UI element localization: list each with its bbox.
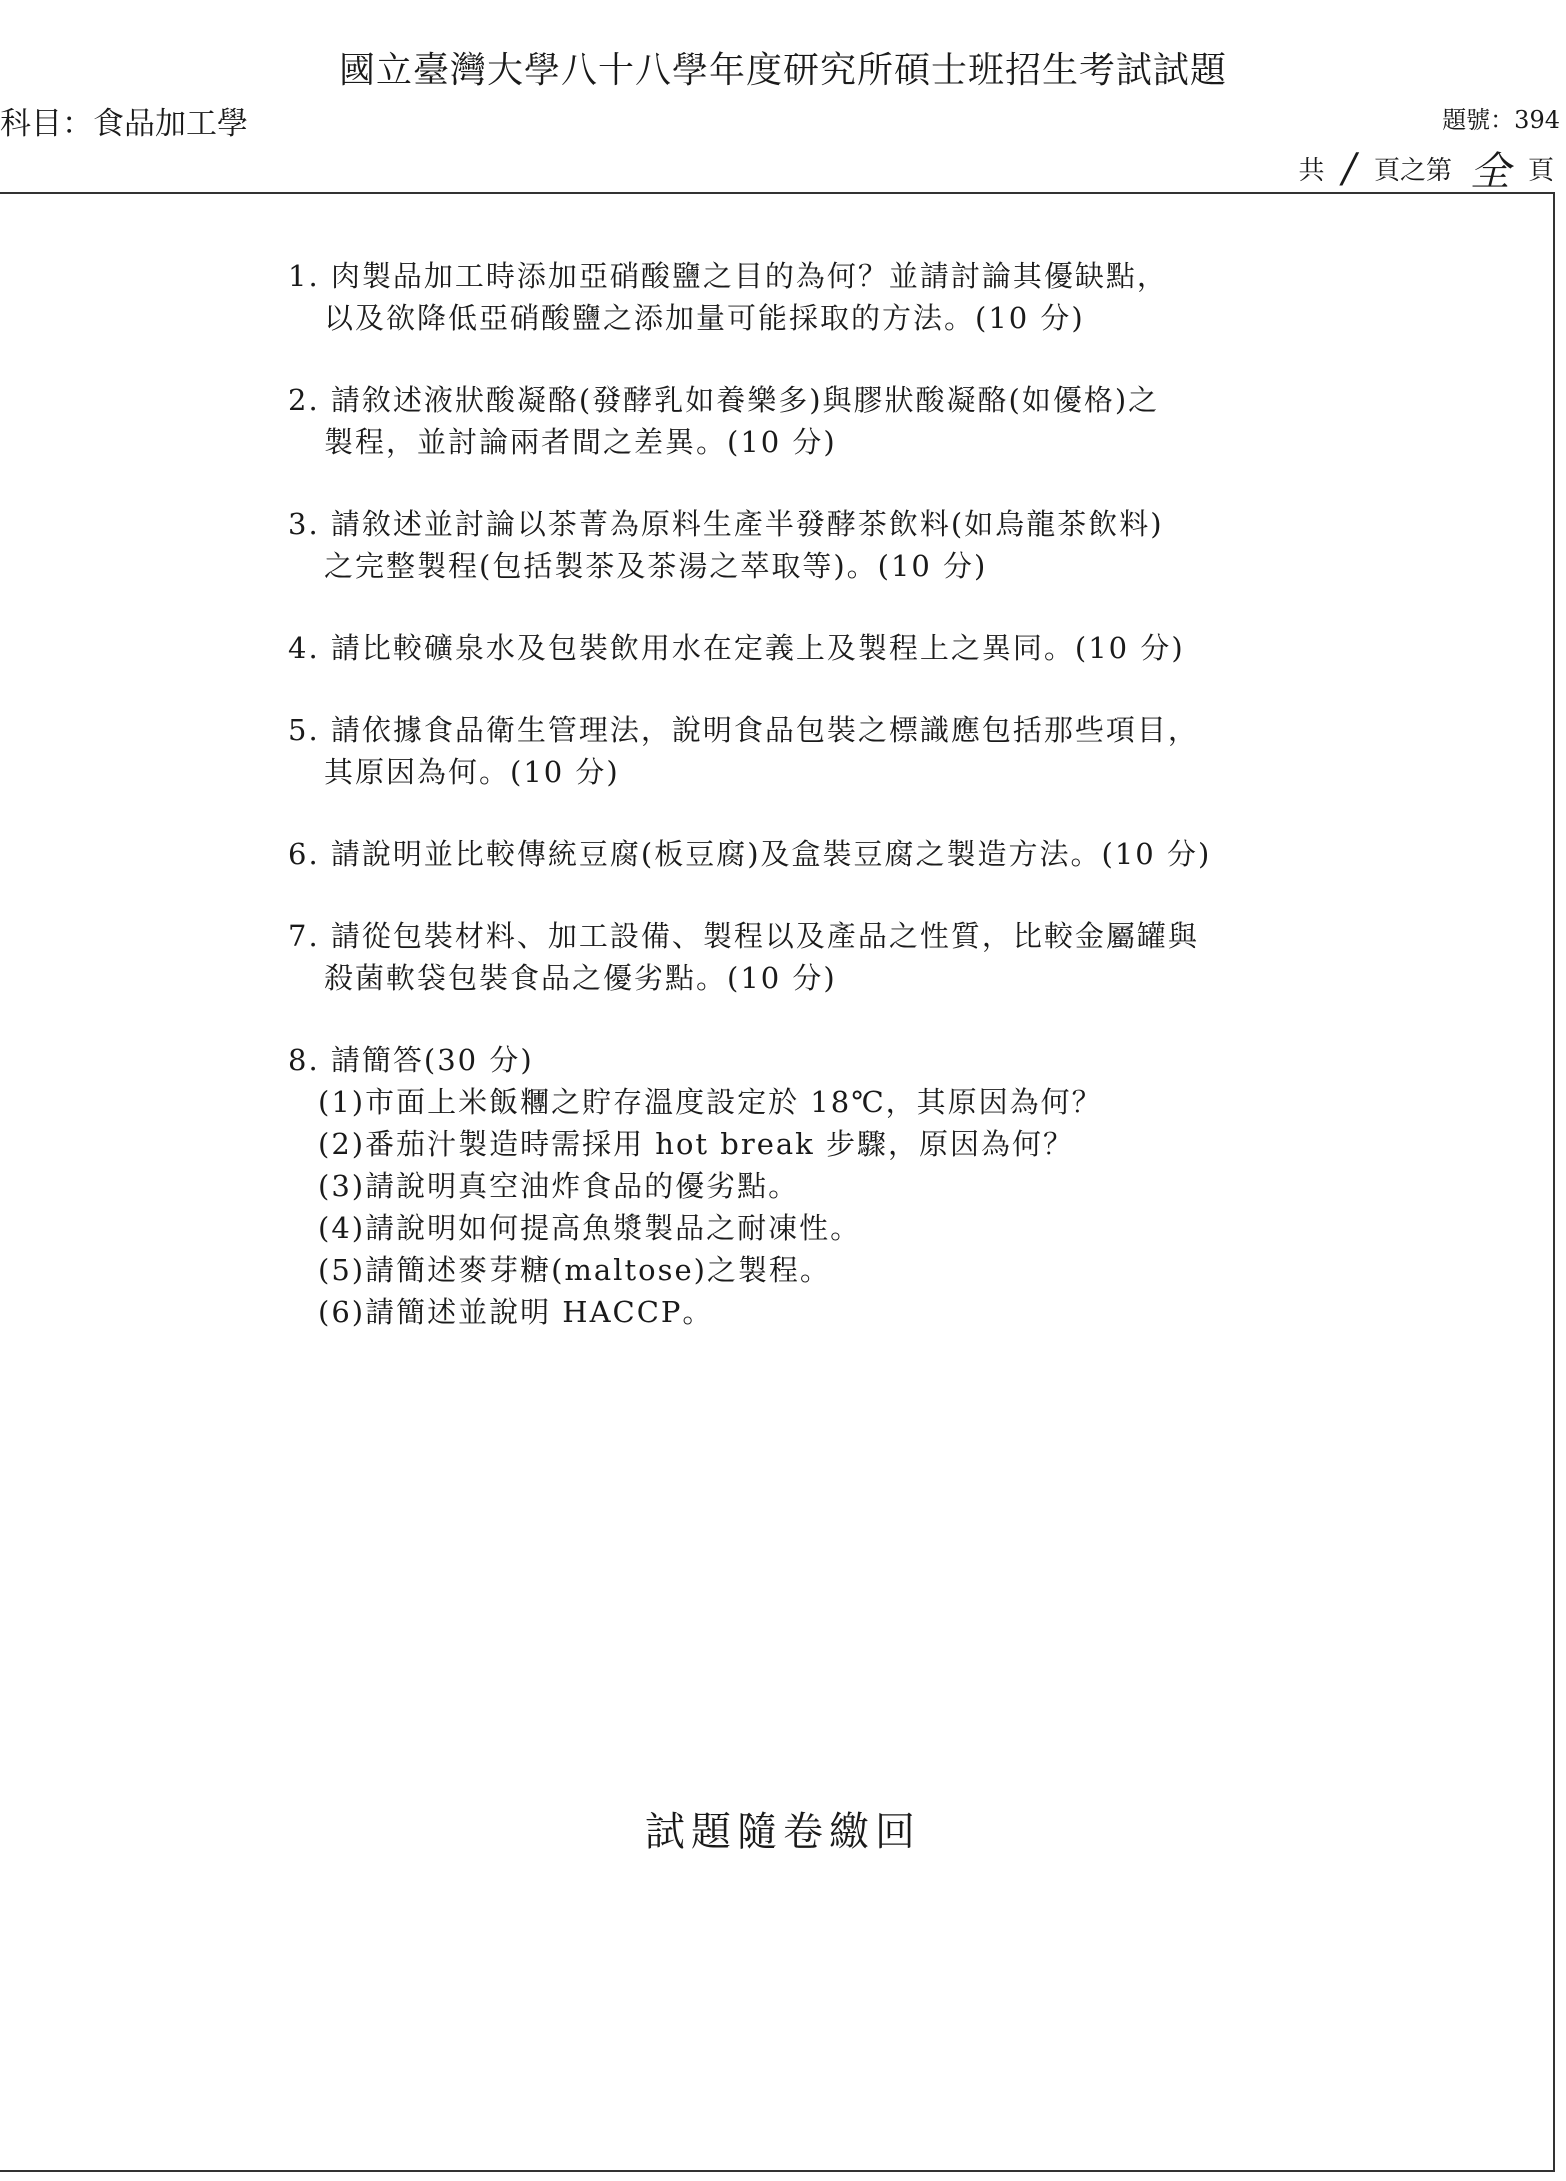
question-2 bbox=[288, 379, 1448, 463]
bottom-rule bbox=[0, 2170, 1555, 2172]
page-count bbox=[1298, 140, 1554, 197]
question-1 bbox=[288, 255, 1448, 339]
top-rule bbox=[0, 192, 1555, 194]
page-current: 全 bbox=[1469, 149, 1510, 195]
page-title: 國立臺灣大學八十八學年度研究所碩士班招生考試試題 bbox=[338, 50, 1227, 91]
question-line: 4. 請比較礦泉水及包裝飲用水在定義上及製程上之異同。(10 分) bbox=[288, 631, 1185, 665]
questions-block bbox=[288, 255, 1448, 1373]
question-number: 題號：394 bbox=[1442, 106, 1560, 134]
question-5 bbox=[288, 709, 1448, 793]
question-line: 之完整製程(包括製茶及茶湯之萃取等)。(10 分) bbox=[324, 549, 988, 583]
sub-question: (2)番茄汁製造時需採用 hot break 步驟，原因為何？ bbox=[318, 1127, 1074, 1161]
page-of-label: 頁之第 bbox=[1373, 156, 1452, 186]
subject-line: 科目：食品加工學 bbox=[0, 106, 248, 142]
question-line: 以及欲降低亞硝酸鹽之添加量可能採取的方法。(10 分) bbox=[324, 301, 1085, 335]
question-7 bbox=[288, 915, 1448, 999]
question-line: 3. 請敘述並討論以茶菁為原料生產半發酵茶飲料(如烏龍茶飲料) bbox=[288, 507, 1164, 541]
sub-question: (1)市面上米飯糰之貯存溫度設定於 18℃，其原因為何？ bbox=[318, 1085, 1103, 1119]
sub-question: (3)請說明真空油炸食品的優劣點。 bbox=[318, 1169, 800, 1203]
sub-question: (6)請簡述並說明 HACCP。 bbox=[318, 1295, 714, 1329]
question-line: 5. 請依據食品衛生管理法，說明食品包裝之標識應包括那些項目， bbox=[288, 713, 1199, 747]
question-line: 殺菌軟袋包裝食品之優劣點。(10 分) bbox=[324, 961, 837, 995]
right-rule bbox=[1553, 192, 1555, 2172]
footer-note: 試題隨卷繳回 bbox=[645, 1809, 921, 1855]
question-3 bbox=[288, 503, 1448, 587]
question-line: 2. 請敘述液狀酸凝酪(發酵乳如養樂多)與膠狀酸凝酪(如優格)之 bbox=[288, 383, 1160, 417]
page-total-label: 共 bbox=[1298, 156, 1325, 186]
question-line: 6. 請說明並比較傳統豆腐(板豆腐)及盒裝豆腐之製造方法。(10 分) bbox=[288, 837, 1212, 871]
page-total: / bbox=[1342, 145, 1356, 192]
sub-question: (5)請簡述麥芽糖(maltose)之製程。 bbox=[318, 1253, 831, 1287]
question-line: 製程，並討論兩者間之差異。(10 分) bbox=[324, 425, 837, 459]
question-4 bbox=[288, 627, 1448, 669]
question-line: 其原因為何。(10 分) bbox=[324, 755, 620, 789]
question-line: 7. 請從包裝材料、加工設備、製程以及產品之性質，比較金屬罐與 bbox=[288, 919, 1199, 953]
question-8-title: 8. 請簡答(30 分) bbox=[288, 1043, 534, 1077]
question-6 bbox=[288, 833, 1448, 875]
sub-question: (4)請說明如何提高魚漿製品之耐凍性。 bbox=[318, 1211, 862, 1245]
question-8 bbox=[288, 1039, 1448, 1333]
page-suffix: 頁 bbox=[1527, 156, 1554, 186]
question-line: 1. 肉製品加工時添加亞硝酸鹽之目的為何？並請討論其優缺點， bbox=[288, 259, 1168, 293]
